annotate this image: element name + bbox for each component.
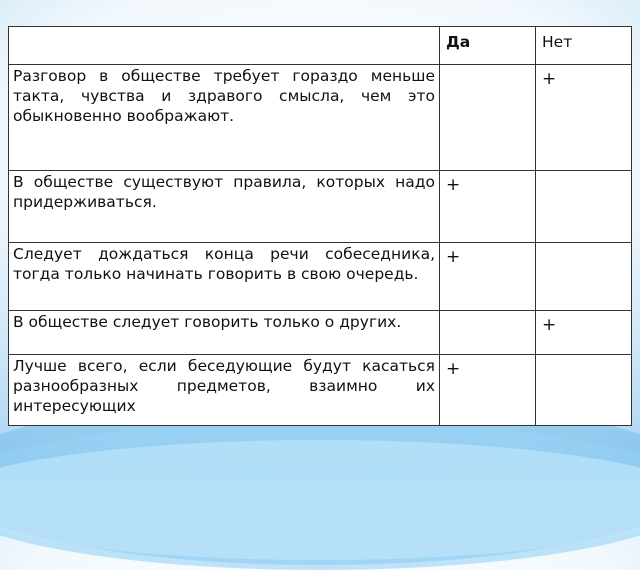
table-row-statement bbox=[9, 311, 440, 355]
yes-mark: + bbox=[446, 247, 461, 267]
header-no-cell bbox=[536, 27, 632, 65]
table-row-yes-cell bbox=[440, 65, 536, 171]
table-row-no-cell bbox=[536, 311, 632, 355]
table-row-yes-cell bbox=[440, 311, 536, 355]
table-row-no-cell bbox=[536, 171, 632, 243]
header-no-label: Нет bbox=[542, 33, 573, 51]
table-row-statement bbox=[9, 171, 440, 243]
table-row-no-cell bbox=[536, 355, 632, 426]
survey-table bbox=[8, 26, 632, 426]
table-row-yes-cell bbox=[440, 171, 536, 243]
table-row-yes-cell bbox=[440, 243, 536, 311]
statement-text: В обществе следует говорить только о других. bbox=[13, 313, 402, 331]
header-yes-label: Да bbox=[446, 33, 471, 51]
table-row-yes-cell bbox=[440, 355, 536, 426]
statement-text: Разговор в обществе требует гораздо меньше такта, чувства и здравого смысла, чем это обыкновенно воображают. bbox=[13, 67, 435, 125]
no-mark: + bbox=[542, 315, 557, 335]
survey-table-container bbox=[8, 26, 631, 425]
table-row-statement bbox=[9, 243, 440, 311]
table-row-no-cell bbox=[536, 243, 632, 311]
table-row-statement bbox=[9, 355, 440, 426]
header-yes-cell bbox=[440, 27, 536, 65]
statement-text: Лучше всего, если беседующие будут касаться разнообразных предметов, взаимно их интересующих bbox=[13, 357, 435, 415]
table-row-no-cell bbox=[536, 65, 632, 171]
table-row-statement bbox=[9, 65, 440, 171]
no-mark: + bbox=[542, 69, 557, 89]
yes-mark: + bbox=[446, 359, 461, 379]
yes-mark: + bbox=[446, 175, 461, 195]
statement-text: Следует дождаться конца речи собеседника, тогда только начинать говорить в свою очередь. bbox=[13, 245, 435, 283]
header-statement-cell bbox=[9, 27, 440, 65]
statement-text: В обществе существуют правила, которых надо придерживаться. bbox=[13, 173, 435, 211]
background-wave bbox=[0, 440, 640, 560]
